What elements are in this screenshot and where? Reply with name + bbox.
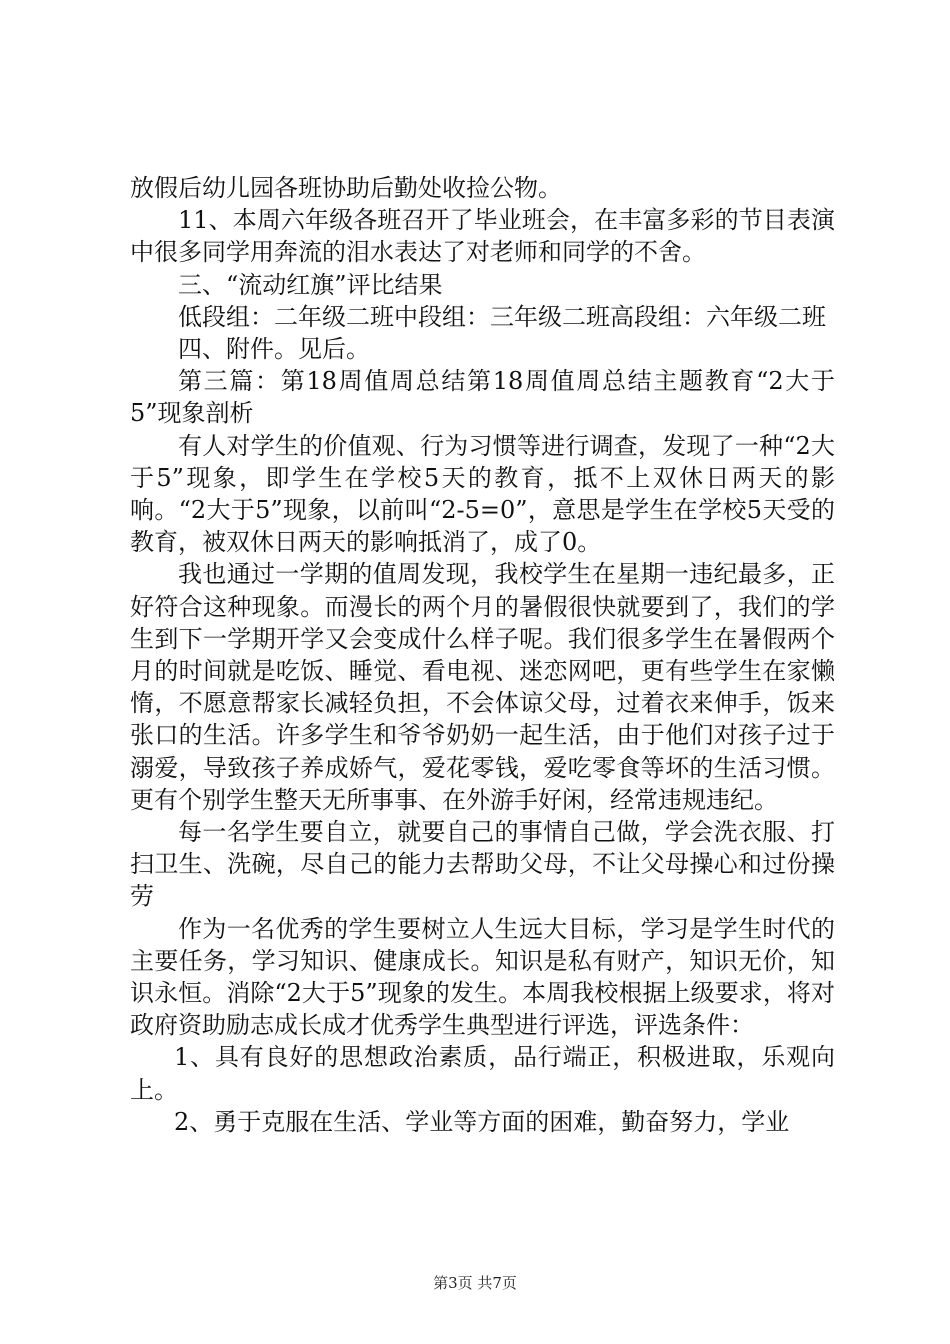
paragraph-4: 低段组：二年级二班中段组：三年级二班高段组：六年级二班 (178, 302, 826, 331)
paragraph-3: 三、“流动红旗”评比结果 (178, 270, 443, 299)
paragraph-2: 11、本周六年级各班召开了毕业班会，在丰富多彩的节目表演中很多同学用奔流的泪水表达了对老师和同学的不舍。 (130, 206, 835, 267)
document-body (130, 172, 835, 1138)
paragraph-7: 有人对学生的价值观、行为习惯等进行调查，发现了一种“2大于5”现象，即学生在学校5天的教育，抵不上双休日两天的影响。“2大于5”现象，以前叫“2-5=0”，意思是学生在学校5天受的教育，被双休日两天的影响抵消了，成了0。 (130, 431, 835, 557)
paragraph-6: 第三篇：第18周值周总结第18周值周总结主题教育“2大于5”现象剖析 (130, 367, 835, 428)
paragraph-10: 作为一名优秀的学生要树立人生远大目标，学习是学生时代的主要任务，学习知识、健康成长。知识是私有财产，知识无价，知识永恒。消除“2大于5”现象的发生。本周我校根据上级要求，将对政府资助励志成长成才优秀学生典型进行评选，评选条件： (130, 914, 835, 1040)
page-number-footer: 第3页 共7页 (433, 1274, 517, 1292)
paragraph-1: 放假后幼儿园各班协助后勤处收捡公物。 (130, 174, 562, 202)
paragraph-5: 四、附件。见后。 (178, 335, 370, 364)
paragraph-12: 2、勇于克服在生活、学业等方面的困难，勤奋努力，学业 (174, 1107, 790, 1136)
paragraph-11: 1、具有良好的思想政治素质，品行端正，积极进取，乐观向上。 (130, 1043, 835, 1104)
paragraph-8: 我也通过一学期的值周发现，我校学生在星期一违纪最多，正好符合这种现象。而漫长的两个月的暑假很快就要到了，我们的学生到下一学期开学又会变成什么样子呢。我们很多学生在暑假两个月的时间就是吃饭、睡觉、看电视、迷恋网吧，更有些学生在家懒惰，不愿意帮家长减轻负担，不会体谅父母，过着衣来伸手，饭来张口的生活。许多学生和爷爷奶奶一起生活，由于他们对孩子过于溺爱，导致孩子养成娇气，爱花零钱，爱吃零食等坏的生活习惯。更有个别学生整天无所事事、在外游手好闲，经常违规违纪。 (130, 560, 835, 814)
paragraph-9: 每一名学生要自立，就要自己的事情自己做，学会洗衣服、打扫卫生、洗碗，尽自己的能力去帮助父母，不让父母操心和过份操劳 (130, 818, 835, 911)
